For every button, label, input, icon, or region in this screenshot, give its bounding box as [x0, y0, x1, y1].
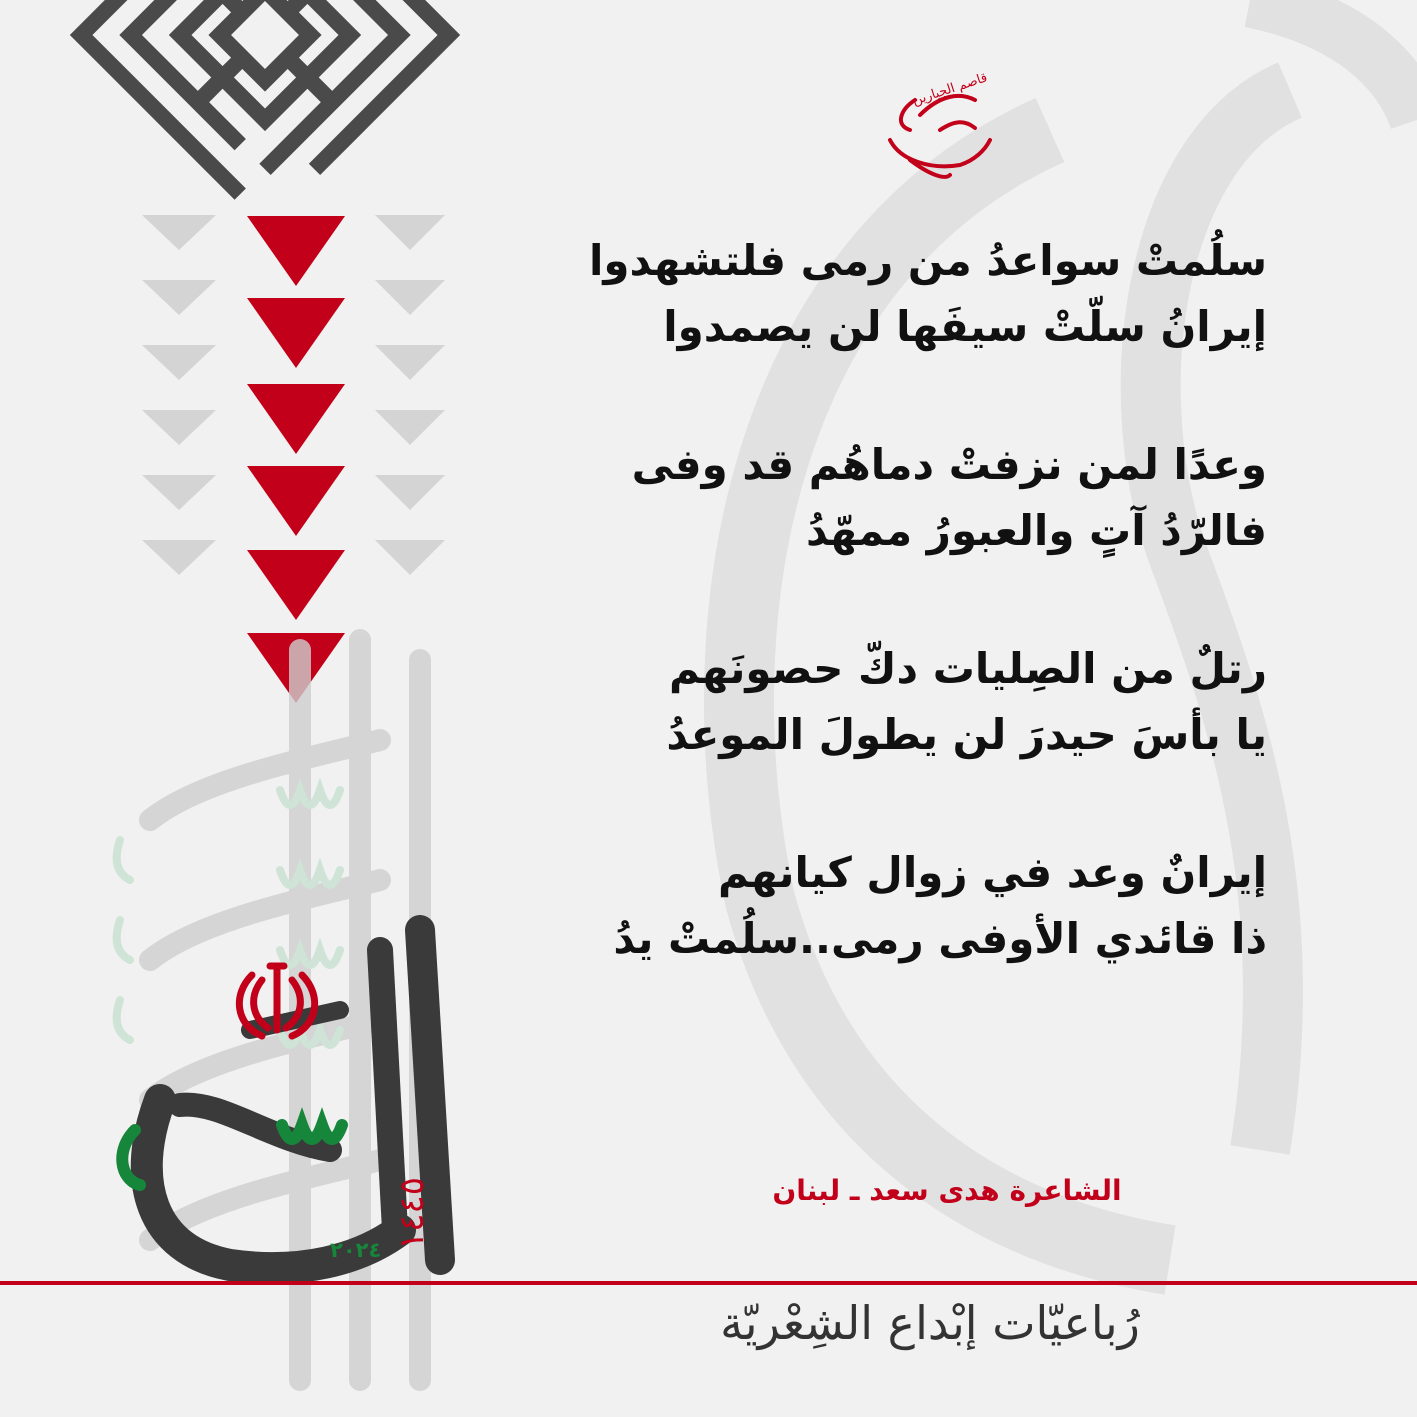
- verse-3-1: رتلٌ من الصِليات دكّ حصونَهم: [668, 644, 1267, 693]
- triangle-column-left: [142, 215, 216, 575]
- stanza-3: [507, 636, 1267, 768]
- poet-credit: الشاعرة هدى سعد ـ لبنان: [772, 1174, 1122, 1207]
- verse-2-2: فالرّدُ آتٍ والعبورُ ممهّدُ: [806, 506, 1267, 555]
- verse-4-1: إيرانٌ وعد في زوال كيانهم: [718, 848, 1267, 897]
- verse-2-1: وعدًا لمن نزفتْ دماهُم قد وفى: [631, 440, 1267, 489]
- stanza-1: [507, 228, 1267, 360]
- triangle-column-right: [375, 215, 445, 575]
- verse-1-1: سلُمتْ سواعدُ من رمى فلتشهدوا: [588, 236, 1267, 285]
- triangle-column-red: [247, 216, 345, 703]
- footer-divider: [0, 1281, 1417, 1285]
- verse-1-2: إيرانُ سلّتْ سيفَها لن يصمدوا: [663, 302, 1267, 351]
- logo-mark-text: قاصم الجبارين: [910, 70, 990, 109]
- poem: [507, 228, 1267, 1044]
- verse-3-2: يا بأسَ حيدرَ لن يطولَ الموعدُ: [666, 710, 1267, 759]
- footer-title: رُباعيّات إبْداع الشِعْريّة: [720, 1296, 1140, 1350]
- kufic-square-ornament: [81, 0, 449, 219]
- year-label: ٢٠٢٤: [330, 1238, 382, 1262]
- iran-emblem: [239, 966, 314, 1036]
- stanza-2: [507, 432, 1267, 564]
- stanza-4: [507, 840, 1267, 972]
- verse-4-2: ذا قائدي الأوفى رمى..سلُمتْ يدُ: [613, 914, 1267, 963]
- hijri-year-label: ١٤٤٥: [392, 1176, 432, 1250]
